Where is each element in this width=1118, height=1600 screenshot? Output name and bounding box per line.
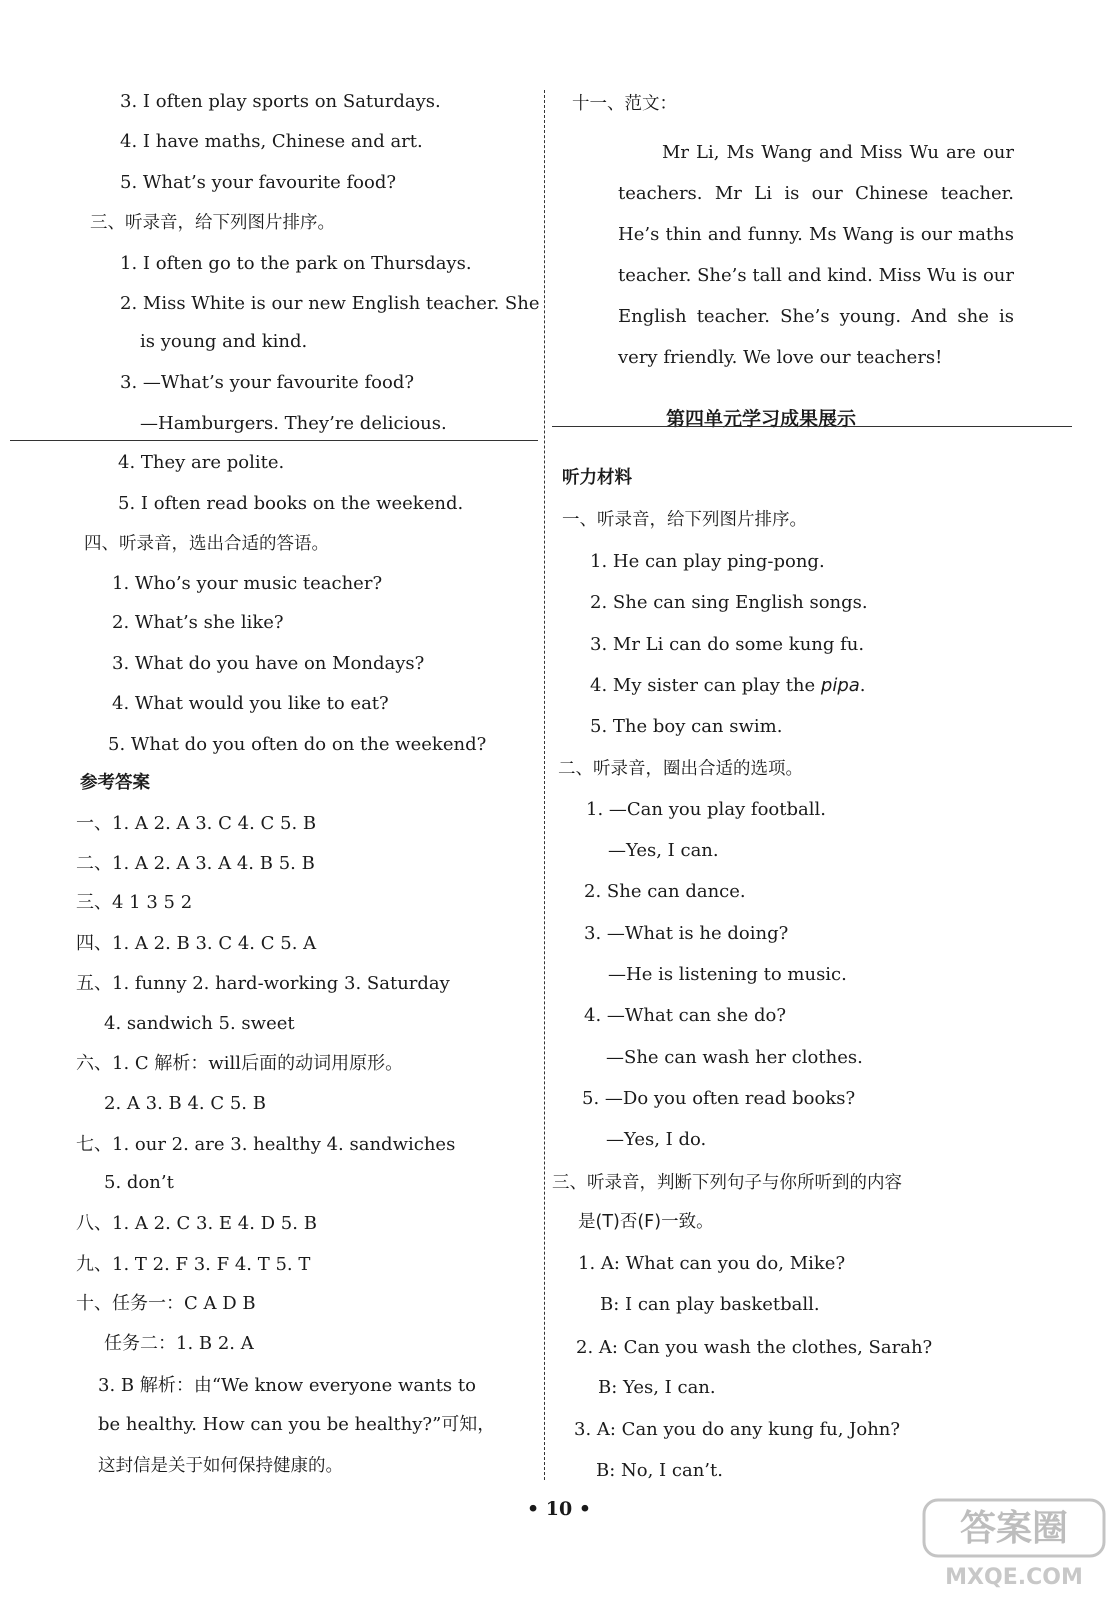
answer-line: 五、1. funny 2. hard-working 3. Saturday [76,973,450,994]
dialogue-line: B: No, I can’t. [596,1460,723,1481]
listening-line: —He is listening to music. [608,964,847,985]
section-3-title-cont: 是(T)否(F)一致。 [578,1212,714,1232]
answer-line: 2. A 3. B 4. C 5. B [104,1093,266,1114]
listening-line: 2. What’s she like? [112,612,284,633]
page-number: • 10 • [527,1498,591,1520]
answer-line: 4. sandwich 5. sweet [104,1013,295,1034]
watermark-title: 答案圈 [959,1508,1069,1549]
answer-line: 十、任务一：C A D B [76,1293,256,1314]
listening-text: 4. My sister can play the [590,675,821,696]
answer-line: 九、1. T 2. F 3. F 4. T 5. T [76,1254,311,1275]
listening-line: 3. —What is he doing? [584,923,789,944]
answer-line: 二、1. A 2. A 3. A 4. B 5. B [76,853,315,874]
listening-line: 5. The boy can swim. [590,716,783,737]
section-3-title: 三、听录音，给下列图片排序。 [90,213,335,233]
model-essay: Mr Li, Ms Wang and Miss Wu are our teachers. Mr Li is our Chinese teacher. He’s thin and funny. Ms Wang is our maths teacher. She’s tall and kind. Miss Wu is our English teacher. She’s young. And she is very friendly. We love our teachers! [618,142,1014,368]
answer-line: 八、1. A 2. C 3. E 4. D 5. B [76,1213,317,1234]
listening-line: 4. They are polite. [118,452,285,473]
listening-line: 1. —Can you play football. [586,799,826,820]
listening-line: 2. Miss White is our new English teacher. She [120,293,540,314]
answers-title: 参考答案 [80,773,150,793]
answer-line: 六、1. C 解析：will后面的动词用原形。 [76,1053,404,1074]
listening-line [590,674,866,698]
listening-line: 3. —What’s your favourite food? [120,372,415,393]
listening-line: 3. I often play sports on Saturdays. [120,91,441,112]
listening-line: 1. He can play ping-pong. [590,551,825,572]
listening-line: —Yes, I can. [608,840,719,861]
listening-line: 4. —What can she do? [584,1005,787,1026]
section-4-title: 四、听录音，选出合适的答语。 [84,534,329,554]
listening-line: 3. What do you have on Mondays? [112,653,425,674]
section-1-title: 一、听录音，给下列图片排序。 [562,510,807,530]
dialogue-line: 3. A: Can you do any kung fu, John? [574,1419,901,1440]
listening-line: —She can wash her clothes. [606,1047,863,1068]
answer-line: 一、1. A 2. A 3. C 4. C 5. B [76,813,317,834]
answer-line: 四、1. A 2. B 3. C 4. C 5. A [76,933,317,954]
listening-line: 5. What do you often do on the weekend? [108,734,487,755]
listening-line: —Yes, I do. [606,1129,707,1150]
answer-line: 5. don’t [104,1172,174,1193]
listening-line: 2. She can sing English songs. [590,592,868,613]
listening-line: 5. I often read books on the weekend. [118,493,464,514]
column-divider [544,90,545,1480]
dialogue-line: B: Yes, I can. [598,1377,716,1398]
section-divider [10,440,538,441]
section-divider [552,426,1072,427]
listening-line: —Hamburgers. They’re delicious. [140,413,447,434]
dialogue-line: 2. A: Can you wash the clothes, Sarah? [576,1337,933,1358]
dialogue-line: 1. A: What can you do, Mike? [578,1253,846,1274]
listening-line: 1. I often go to the park on Thursdays. [120,253,472,274]
section-2-title: 二、听录音，圈出合适的选项。 [558,759,803,779]
dialogue-line: B: I can play basketball. [600,1294,820,1315]
answer-line: be healthy. How can you be healthy?”可知， [98,1414,496,1435]
answer-line: 三、4 1 3 5 2 [76,892,193,913]
watermark-logo [918,1494,1110,1592]
unit-title: 第四单元学习成果展示 [666,408,857,430]
answer-line: 3. B 解析：由“We know everyone wants to [98,1375,476,1396]
answer-line: 七、1. our 2. are 3. healthy 4. sandwiches [76,1134,456,1155]
listening-line: 5. —Do you often read books? [582,1088,856,1109]
listening-line: 4. I have maths, Chinese and art. [120,131,423,152]
watermark-url: MXQE.COM [945,1565,1083,1590]
listening-line: 5. What’s your favourite food? [120,172,397,193]
listening-materials-title: 听力材料 [562,468,632,488]
pipa-word: pipa [820,675,860,696]
listening-line: 2. She can dance. [584,881,746,902]
period: . [859,675,866,696]
listening-line: 3. Mr Li can do some kung fu. [590,634,865,655]
listening-line: 1. Who’s your music teacher? [112,573,383,594]
listening-line: is young and kind. [140,331,308,352]
answer-line: 任务二：1. B 2. A [104,1333,254,1354]
section-11-title: 十一、范文： [572,94,677,114]
answer-line: 这封信是关于如何保持健康的。 [98,1456,343,1476]
section-3-title: 三、听录音，判断下列句子与你所听到的内容 [552,1173,902,1193]
listening-line: 4. What would you like to eat? [112,693,389,714]
